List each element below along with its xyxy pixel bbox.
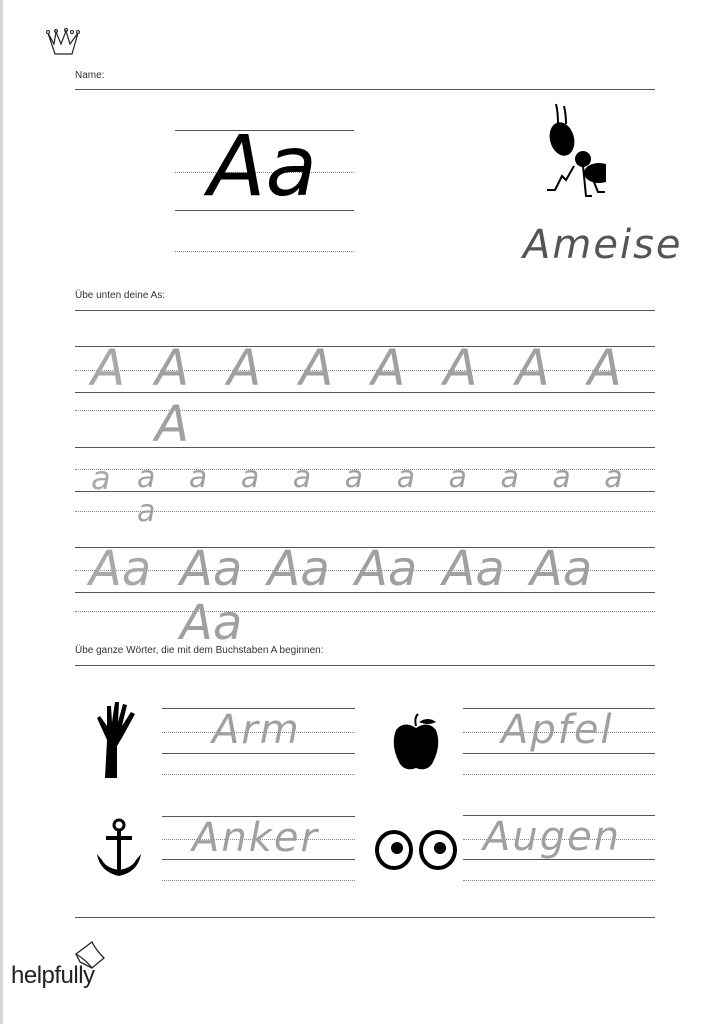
footer-divider	[75, 917, 655, 918]
word-row-augen[interactable]	[463, 815, 655, 885]
apple-icon	[392, 712, 442, 772]
hero-picture-word: Ameise	[523, 222, 683, 268]
guide-letter: a	[91, 459, 111, 497]
page-edge	[0, 0, 3, 1024]
word-row-arm[interactable]	[162, 708, 355, 778]
trace-letters: a a a a a a a a a a a	[137, 460, 625, 529]
section1-divider	[75, 310, 655, 311]
word-row-apfel[interactable]	[463, 708, 655, 778]
name-label: Name:	[75, 70, 105, 81]
word-row-anker[interactable]	[162, 816, 355, 886]
eyes-icon	[374, 828, 462, 872]
trace-word: Arm	[212, 707, 301, 753]
arm-icon	[95, 700, 143, 778]
hero-letter: Aa	[208, 117, 317, 215]
ant-icon	[540, 102, 606, 198]
trace-word: Apfel	[501, 707, 614, 753]
trace-letters: Aa Aa Aa Aa Aa Aa	[180, 541, 593, 651]
guide-letter: Aa	[89, 541, 152, 597]
section2-instruction: Übe ganze Wörter, die mit dem Buchstaben A beginnen:	[75, 645, 324, 656]
trace-word: Augen	[483, 814, 622, 860]
trace-word: Anker	[192, 815, 319, 861]
brand-logo-text: helpfully	[11, 962, 95, 989]
section1-instruction: Übe unten deine As:	[75, 290, 166, 301]
anchor-icon	[94, 818, 144, 878]
practice-row-lowercase-a[interactable]	[75, 447, 655, 529]
trace-letters: A A A A A A A A	[155, 339, 624, 453]
brand-flag-icon	[74, 940, 106, 970]
hero-desc-line	[175, 251, 354, 252]
practice-row-uppercase-a[interactable]	[75, 339, 655, 453]
name-line[interactable]	[75, 89, 655, 90]
crown-icon	[45, 24, 81, 60]
section2-divider	[75, 665, 655, 666]
guide-letter: A	[91, 339, 126, 397]
